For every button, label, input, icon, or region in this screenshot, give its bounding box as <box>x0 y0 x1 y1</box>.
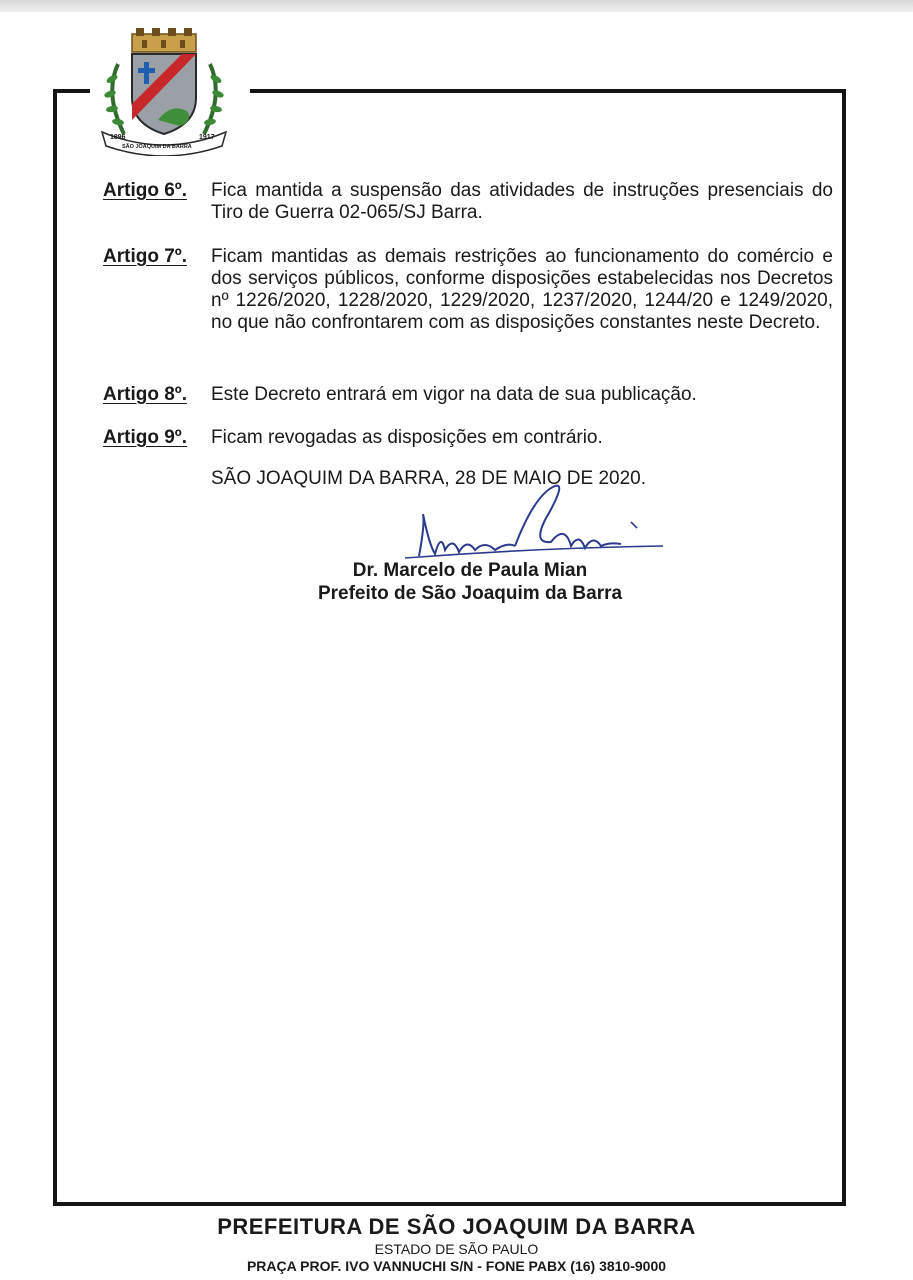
article-label: Artigo 6º. <box>103 180 187 201</box>
date-line: SÃO JOAQUIM DA BARRA, 28 DE MAIO DE 2020. <box>211 468 647 489</box>
signatory-title: Prefeito de São Joaquim da Barra <box>317 583 623 604</box>
article-7 <box>103 246 833 334</box>
municipal-coat-of-arms-icon <box>98 24 230 156</box>
crest-year-left: 1896 <box>110 134 126 141</box>
article-text: Ficam revogadas as disposições em contrário. <box>211 427 603 448</box>
article-9 <box>103 427 833 449</box>
article-8 <box>103 384 833 406</box>
footer-state: ESTADO DE SÃO PAULO <box>374 1241 539 1257</box>
footer-title: PREFEITURA DE SÃO JOAQUIM DA BARRA <box>217 1214 696 1239</box>
handwritten-signature-icon <box>395 484 675 564</box>
article-text: Este Decreto entrará em vigor na data de sua publicação. <box>211 384 697 405</box>
article-text: Ficam mantidas as demais restrições ao funcionamento do comércio e dos serviços públicos, conforme disposições estabelecidas nos Decretos nº 1226/2020, 1228/2020, 1229/2020, 1237/2020, 1244/20 e 1249/2020, no que não confrontarem com as disposições constantes neste Decreto. <box>211 246 833 333</box>
article-label: Artigo 8º. <box>103 384 187 405</box>
footer-address: PRAÇA PROF. IVO VANNUCHI S/N - FONE PABX (16) 3810-9000 <box>246 1258 667 1274</box>
scan-top-edge <box>0 0 913 12</box>
crest-year-right: 1917 <box>199 134 215 141</box>
crest-motto: SÃO JOAQUIM DA BARRA <box>122 144 192 150</box>
article-6 <box>103 180 833 224</box>
signatory-name: Dr. Marcelo de Paula Mian <box>352 560 588 581</box>
article-label: Artigo 9º. <box>103 427 187 448</box>
article-label: Artigo 7º. <box>103 246 187 267</box>
article-text: Fica mantida a suspensão das atividades de instruções presenciais do Tiro de Guerra 02-065/SJ Barra. <box>211 180 833 223</box>
